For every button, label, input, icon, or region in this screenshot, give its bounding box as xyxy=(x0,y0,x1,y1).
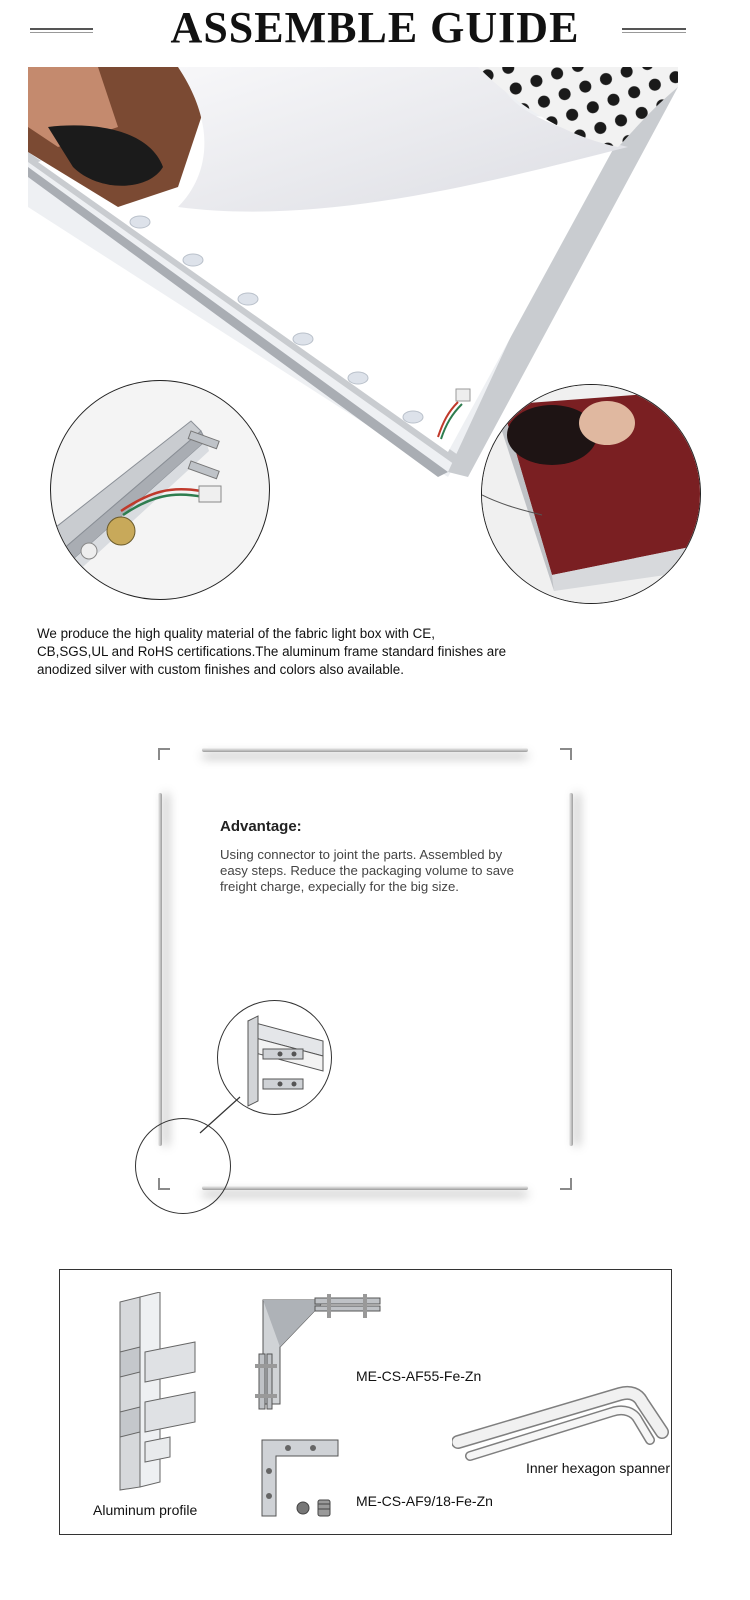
connector-af9-image xyxy=(258,1436,348,1522)
intro-paragraph: We produce the high quality material of the fabric light box with CE, CB,SGS,UL and RoHS certifications.The aluminum frame standard finishes are anodized silver with custom finishes and colors also available. xyxy=(37,626,507,678)
aluminum-profile-image xyxy=(100,1292,210,1492)
hex-spanner-label: Inner hexagon spanner xyxy=(526,1460,670,1476)
connector-af55-image xyxy=(255,1292,385,1417)
page-title: ASSEMBLE GUIDE xyxy=(170,3,580,52)
frame-detail-circle xyxy=(50,380,270,600)
callout-connector-line xyxy=(195,1095,245,1135)
advantage-text: Using connector to joint the parts. Assembled by easy steps. Reduce the packaging volume to save freight charge, expecially for the big size. xyxy=(220,847,514,894)
aluminum-profile-label: Aluminum profile xyxy=(93,1502,198,1518)
corner-mark-br xyxy=(560,1178,572,1190)
parts-panel xyxy=(59,1269,672,1535)
corner-mark-tl xyxy=(158,748,170,760)
frame-bar-right xyxy=(569,793,573,1146)
advantage-title: Advantage: xyxy=(220,818,302,835)
frame-bar-bottom xyxy=(202,1186,528,1190)
header-rule-right xyxy=(622,28,686,30)
hex-spanner-image xyxy=(452,1382,672,1462)
connector-af9-label: ME-CS-AF9/18-Fe-Zn xyxy=(356,1493,493,1509)
finished-lightbox-circle xyxy=(481,384,701,604)
connector-af55-label: ME-CS-AF55-Fe-Zn xyxy=(356,1368,482,1384)
frame-bar-top xyxy=(202,748,528,752)
frame-bar-left xyxy=(158,793,162,1146)
corner-mark-tr xyxy=(560,748,572,760)
